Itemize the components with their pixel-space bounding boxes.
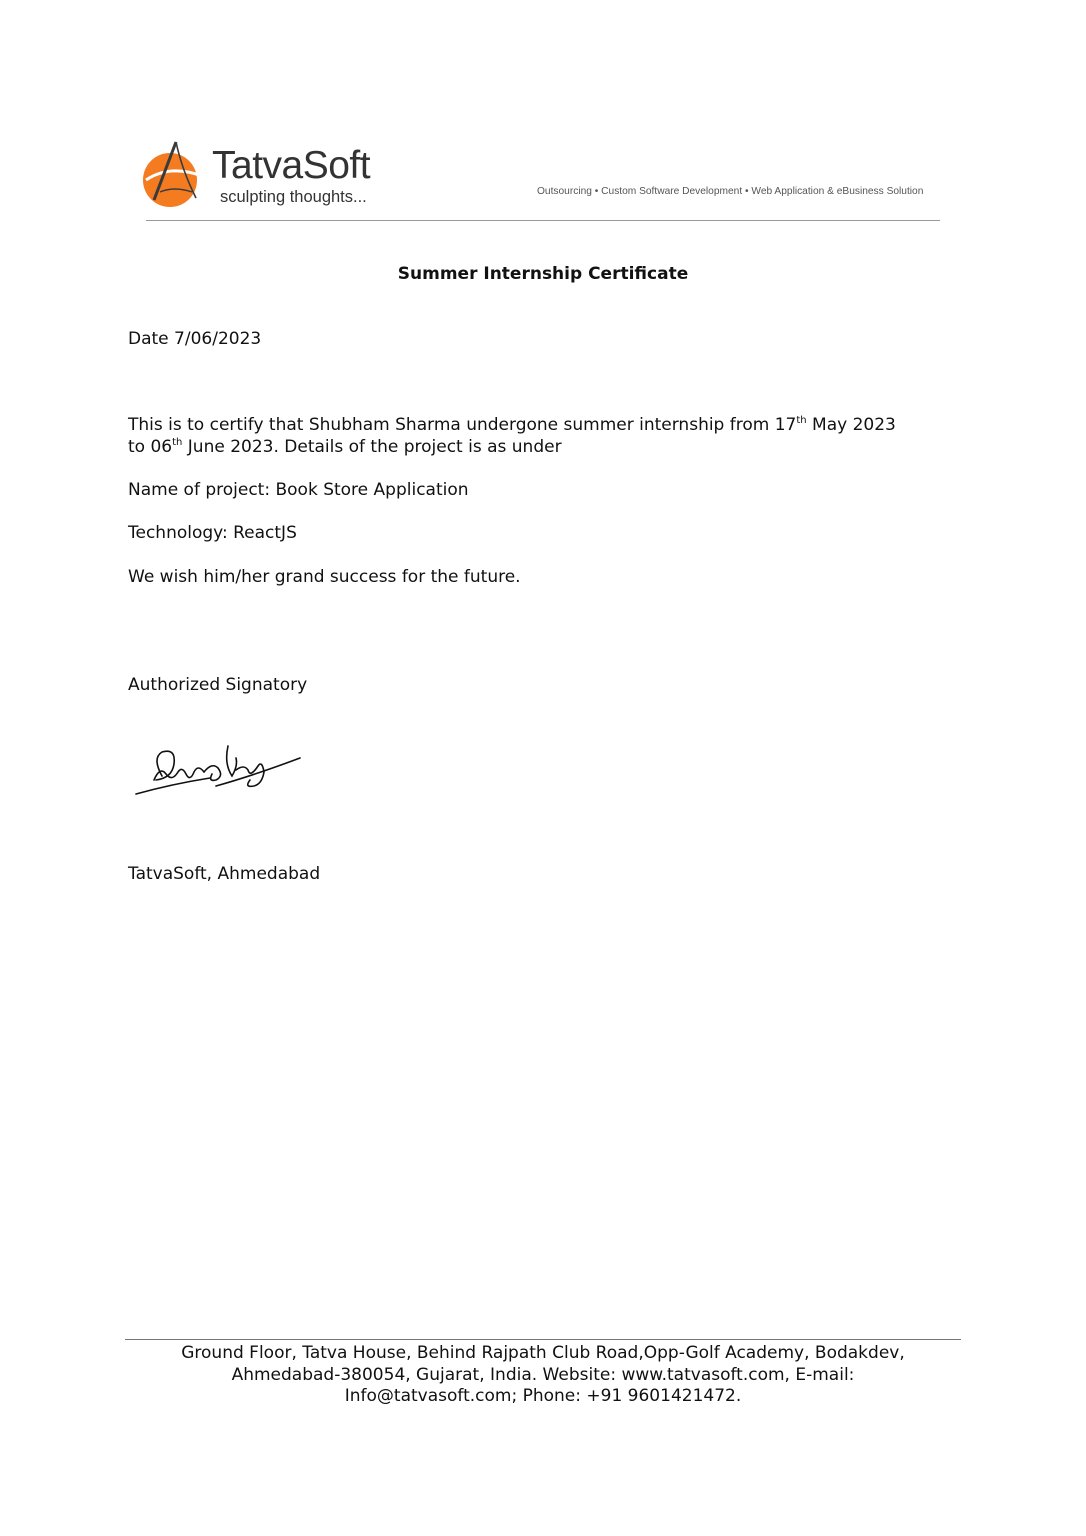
service-item: Custom Software Development [601, 186, 743, 197]
project-line [128, 479, 469, 501]
certificate-title: Summer Internship Certificate [397, 264, 689, 284]
date-value: 7/06/2023 [174, 329, 262, 349]
project-label: Name of project: [128, 480, 271, 500]
brand-tagline: sculpting thoughts... [220, 188, 367, 206]
technology-label: Technology: [128, 523, 228, 543]
start-ordinal: th [796, 415, 807, 426]
intro-line-2-suffix: June 2023. Details of the project is as under [182, 437, 562, 457]
date-line [128, 328, 261, 350]
footer-address [125, 1343, 961, 1408]
intro-line-1-prefix: This is to certify that Shubham Sharma undergone summer internship from 17 [128, 415, 797, 435]
tatvasoft-logo-icon [140, 140, 204, 208]
brand-name: TatvaSoft [212, 144, 371, 187]
footer-address-line-3: Info@tatvasoft.com; Phone: +91 9601421472. [344, 1386, 742, 1406]
date-label: Date [128, 329, 169, 349]
technology-line [128, 522, 297, 544]
service-item: Outsourcing [537, 186, 592, 197]
technology-value: ReactJS [233, 523, 297, 543]
intro-line-2 [128, 436, 562, 458]
company-location: TatvaSoft, Ahmedabad [128, 864, 321, 884]
footer-address-line-2: Ahmedabad-380054, Gujarat, India. Website: www.tatvasoft.com, E-mail: [231, 1364, 855, 1385]
signatory-label: Authorized Signatory [128, 675, 308, 695]
service-item: Web Application & eBusiness Solution [751, 186, 924, 197]
service-separator: • [591, 186, 602, 197]
intro-line-1-suffix: May 2023 [806, 415, 896, 435]
footer-divider [125, 1339, 961, 1340]
intro-line-1 [128, 414, 896, 436]
wishes-line: We wish him/her grand success for the future. [128, 567, 521, 587]
footer-address-line-1: Ground Floor, Tatva House, Behind Rajpath Club Road,Opp-Golf Academy, Bodakdev, [181, 1343, 905, 1363]
project-name: Book Store Application [275, 480, 469, 500]
services-line [537, 185, 923, 199]
service-separator: • [742, 186, 752, 197]
header-divider [146, 220, 940, 221]
end-ordinal: th [172, 437, 183, 448]
handwritten-signature [132, 736, 307, 800]
intro-line-2-prefix: to 06 [128, 437, 173, 457]
